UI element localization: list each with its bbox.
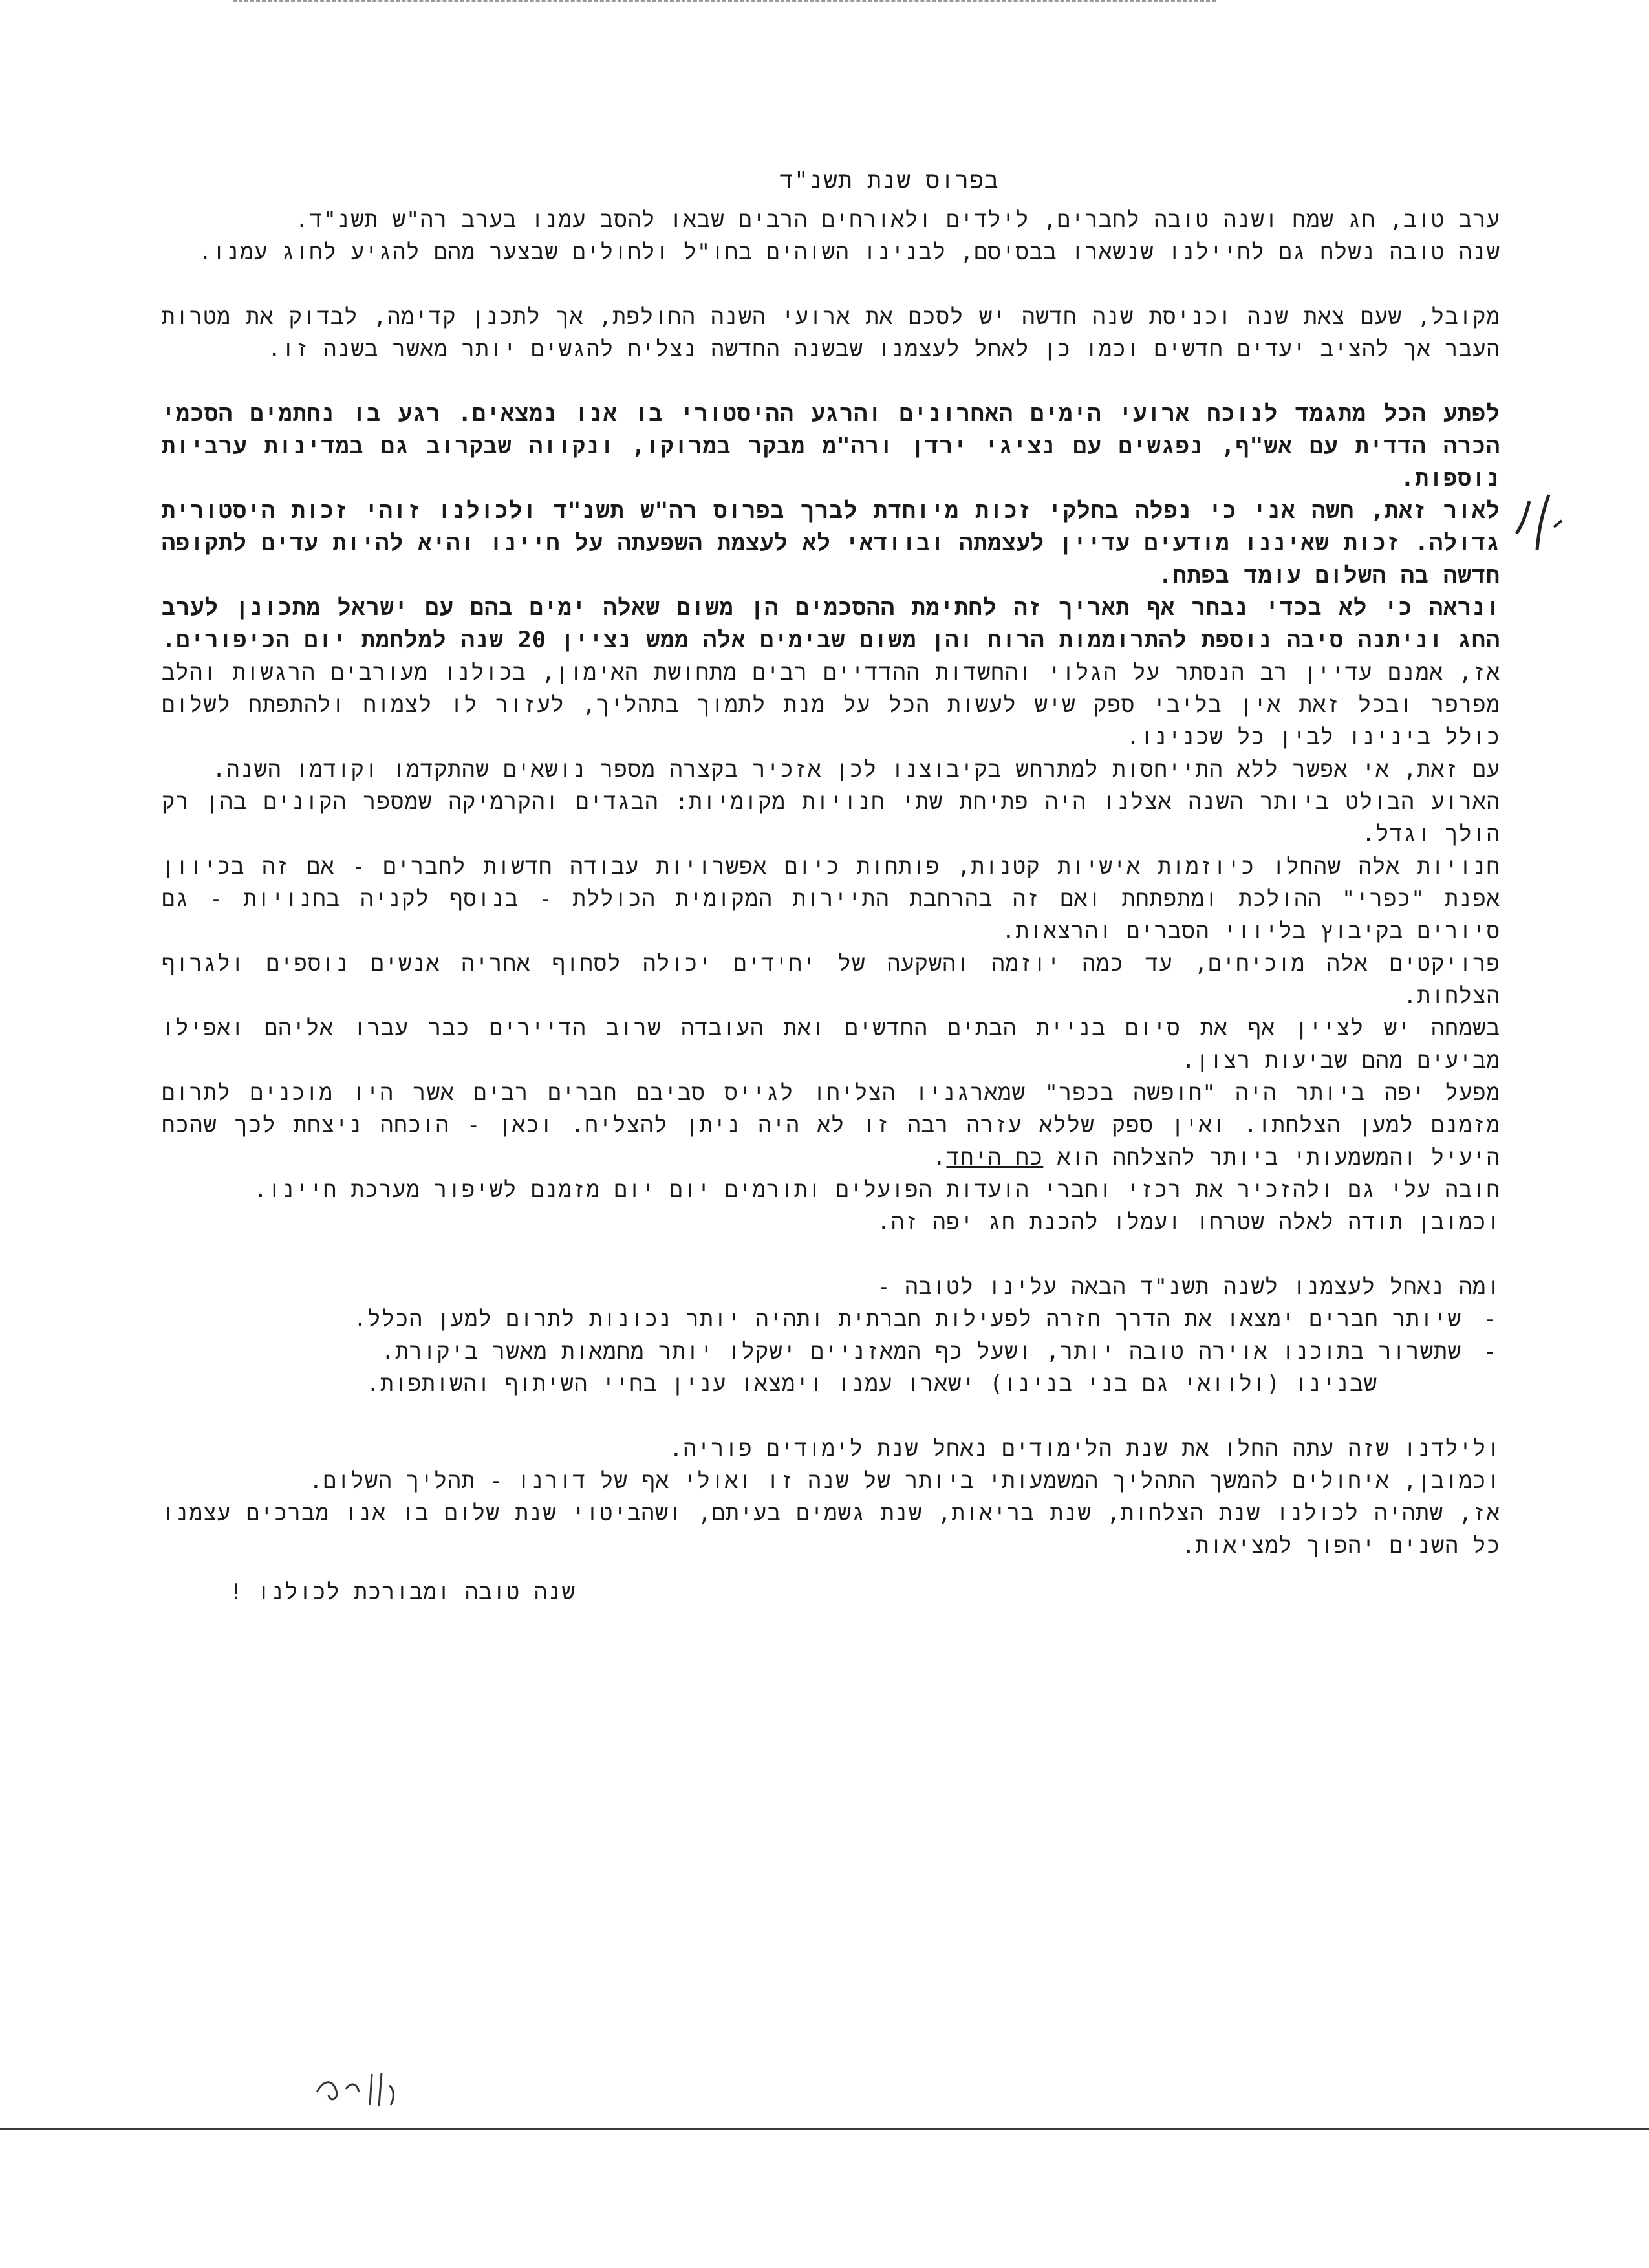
housing-paragraph: בשמחה יש לציין אף את סיום בניית הבתים החדשים ואת העובדה שרוב הדיירים כבר עברו אליהם ואפילו מביעים מהם שביעות רצון.: [162, 1015, 1500, 1074]
bottom-page-rule: [0, 2128, 1649, 2130]
privilege-paragraph: לאור זאת, חשה אני כי נפלה בחלקי זכות מיוחדת לברך בפרוס רה"ש תשנ"ד ולכולנו זוהי זכות היסטורית גדולה. זכות שאיננו מודעים עדיין לעצמתה ובוודאי לא לעצמת השפעתה על חיינו והיא להיות עדים לתקופה חדשה בה השלום עומד בפתח.: [162, 498, 1500, 589]
work-opportunities-paragraph: חנויות אלה שהחלו כיוזמות אישיות קטנות, פותחות כיום אפשרויות עבודה חדשות לחברים - אם זה בכיוון אפנת "כפרי" ההולכת ומתפתחת ואם זה בהרחבת התיירות המקומית הכוללת - בנוסף לקניה בחנויות - גם סיורים בקיבוץ בליווי הסברים והרצאות.: [162, 854, 1500, 944]
soldiers-paragraph: שנה טובה נשלח גם לחיילנו שנשארו בבסיסם, לבנינו השוהים בחו"ל ולחולים שבצער מהם להגיע לחוג עמנו.: [198, 239, 1500, 265]
wish-item: - שתשרור בתוכנו אוירה טובה יותר, ושעל כף המאזניים ישקלו יותר מחמאות מאשר ביקורת.: [162, 1335, 1500, 1368]
date-paragraph: ונראה כי לא בכדי נבחר אף תאריך זה לחתימת ההסכמים הן משום שאלה ימים בהם עם ישראל מתכונן לערב החג וניתנה סיבה נוספת להתרוממות הרוח והן משום שבימים אלה ממש נציין 20 שנה למלחמת יום הכיפורים.: [162, 595, 1500, 653]
shops-paragraph: הארוע הבולט ביותר השנה אצלנו היה פתיחת שתי חנויות מקומיות: הבגדים והקרמיקה שמספר הקונים בהן רק הולך וגדל.: [162, 789, 1500, 847]
projects-paragraph: פרויקטים אלה מוכיחים, עד כמה יוזמה והשקעה של יחידים יכולה לסחוף אחריה אנשים נוספים ולגרוף הצלחות.: [162, 951, 1500, 1009]
letter-body: [162, 165, 1500, 1608]
wishes-list: [162, 1303, 1500, 1400]
wish-item: - שיותר חברים ימצאו את הדרך חזרה לפעילות חברתית ותהיה יותר נכונות לתרום למען הכלל.: [162, 1303, 1500, 1335]
closing-line: שנה טובה ומבורכת לכולנו !: [229, 1579, 576, 1605]
margin-mark-icon: [1503, 488, 1568, 559]
vacation-text: מפעל יפה ביותר היה "חופשה בכפר" שמארגניו הצליחו לגייס סביבם חברים רבים אשר היו מוכנים לתרום מזמנם למען הצלחתו. ואין ספק שללא עזרה רבה זו לא היה ניתן להצליח. וכאן - הוכחה ניצחת לכך שהכח היעיל והמשמעותי ביותר להצלחה הוא: [162, 1080, 1501, 1171]
letter-title: בפרוס שנת תשנ"ד: [779, 167, 999, 194]
peace-process-paragraph: וכמובן, איחולים להמשך התהליך המשמעותי ביותר של שנה זו ואולי אף של דורנו - תהליך השלום.: [309, 1468, 1500, 1494]
historic-moment-paragraph: לפתע הכל מתגמד לנוכח ארועי הימים האחרונים והרגע ההיסטורי בו אנו נמצאים. רגע בו נחתמים הסכמי הכרה הדדית עם אש"ף, נפגשים עם נציגי ירדן ורה"מ מבקר במרוקו, ונקווה שבקרוב גם במדינות ערביות נוספות.: [162, 401, 1500, 491]
wish-item: שבנינו (ולוואי גם בני בנינו) ישארו עמנו וימצאו ענין בחיי השיתוף והשותפות.: [366, 1371, 1377, 1397]
top-dashed-edge: [233, 0, 1216, 2]
blessing-paragraph: אז, שתהיה לכולנו שנת הצלחות, שנת בריאות, שנת גשמים בעיתם, ושהביטוי שנת שלום בו אנו מברכים עצמנו כל השנים יהפוך למציאות.: [162, 1500, 1500, 1559]
children-paragraph: ולילדנו שזה עתה החלו את שנת הלימודים נאחל שנת לימודים פוריה.: [669, 1436, 1500, 1462]
vacation-paragraph: מפעל יפה ביותר היה "חופשה בכפר" שמארגניו הצליחו לגייס סביבם חברים רבים אשר היו מוכנים לתרום מזמנם למען הצלחתו. ואין ספק שללא עזרה רבה זו לא היה ניתן להצליח. וכאן - הוכחה ניצחת לכך שהכח היעיל והמשמעותי ביותר להצלחה הוא כח היחד.: [162, 1080, 1501, 1171]
trust-paragraph: אז, אמנם עדיין רב הנסתר על הגלוי והחשדות ההדדיים רבים מתחושת האימון, בכולנו מעורבים הרגשות והלב מפרפר ובכל זאת אין בליבי ספק שיש לעשות הכל על מנת לתמוך בתהליך, לעזור לו לצמוח ולהתפתח לשלום כולל בינינו לבין כל שכנינו.: [162, 660, 1500, 750]
committees-paragraph: חובה עלי גם ולהזכיר את רכזי וחברי הועדות הפועלים ותורמים יום יום מזמנם לשיפור מערכת חיינו.: [253, 1177, 1500, 1203]
handwritten-signature: [310, 2066, 414, 2111]
kibbutz-intro-paragraph: עם זאת, אי אפשר ללא התייחסות למתרחש בקיבוצנו לכן אזכיר בקצרה מספר נושאים שהתקדמו וקודמו השנה.: [212, 757, 1500, 783]
signature-icon: [310, 2066, 414, 2111]
handwritten-margin-mark: [1503, 488, 1568, 559]
summary-paragraph: מקובל, שעם צאת שנה וכניסת שנה חדשה יש לסכם את ארועי השנה החולפת, אך לתכנן קדימה, לבדוק את מטרות העבר אך להציב יעדים חדשים וכמו כן לאחל לעצמנו שבשנה החדשה נצליח להגשים יותר מאשר בשנה זו.: [162, 304, 1500, 362]
together-strength-phrase: כח היחד: [946, 1145, 1044, 1171]
wishes-intro: ומה נאחל לעצמנו לשנה תשנ"ד הבאה עלינו לטובה -: [877, 1274, 1500, 1300]
greeting-paragraph: ערב טוב, חג שמח ושנה טובה לחברים, לילדים ולאורחים הרבים שבאו להסב עמנו בערב רה"ש תשנ"ד.: [295, 207, 1500, 233]
thanks-paragraph: וכמובן תודה לאלה שטרחו ועמלו להכנת חג יפה זה.: [877, 1209, 1500, 1235]
